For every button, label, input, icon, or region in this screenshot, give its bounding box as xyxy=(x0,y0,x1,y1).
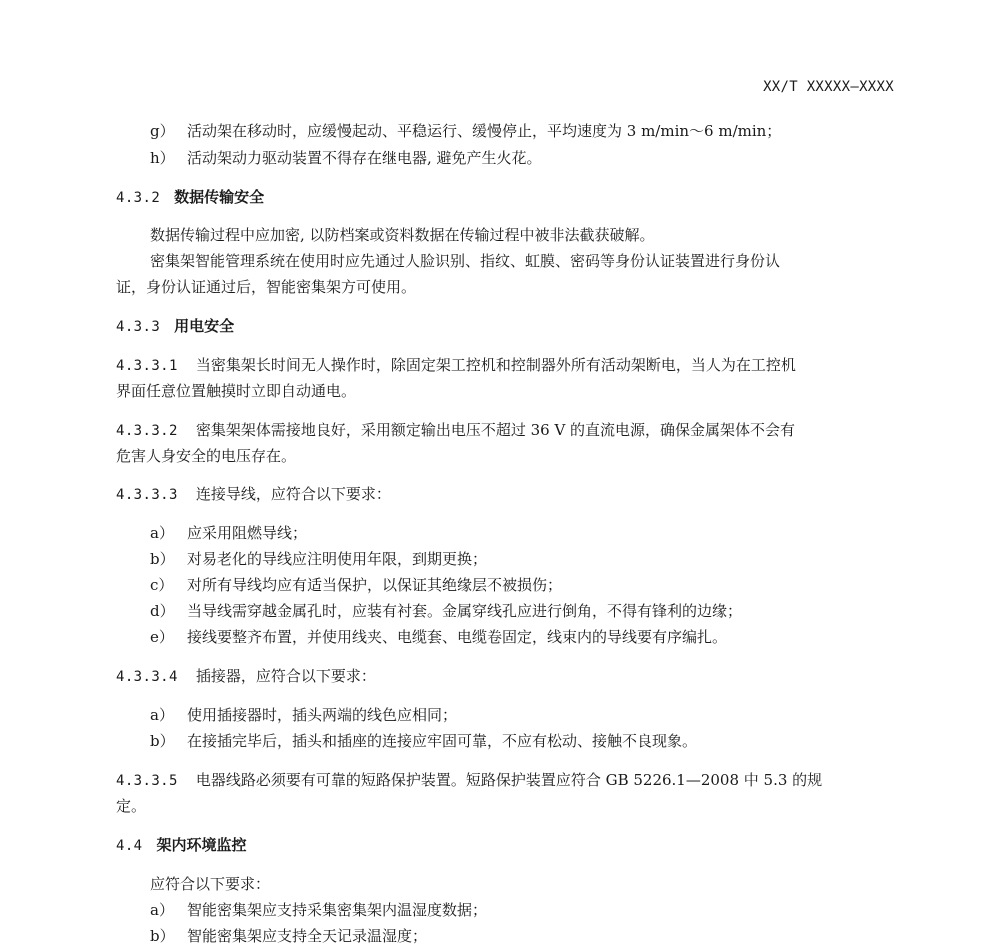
list-item xyxy=(150,705,457,725)
list-item xyxy=(150,523,307,543)
clause-number: 4.3.3.2 xyxy=(116,423,178,439)
list-item-text: 当导线需穿越金属孔时，应装有衬套。金属穿线孔应进行倒角，不得有锋利的边缘； xyxy=(187,602,743,620)
list-marker: a） xyxy=(150,524,174,542)
paragraph-line: 密集架智能管理系统在使用时应先通过人脸识别、指纹、虹膜、密码等身份认证装置进行身份认 xyxy=(150,252,781,270)
document-id-header: XX/T XXXXX—XXXX xyxy=(763,79,894,95)
section-number: 4.3.2 xyxy=(116,190,161,206)
section-number: 4.4 xyxy=(116,838,143,854)
list-item-text: 智能密集架应支持全天记录温湿度； xyxy=(187,927,428,945)
list-marker: d） xyxy=(150,602,175,620)
clause-number: 4.3.3.5 xyxy=(116,773,178,789)
paragraph-line: 证，身份认证通过后，智能密集架方可使用。 xyxy=(116,278,417,296)
section-heading-4-4 xyxy=(116,835,247,856)
list-marker: h） xyxy=(150,149,175,167)
list-item xyxy=(150,549,487,569)
clause-continuation: 界面任意位置触摸时立即自动通电。 xyxy=(116,382,357,400)
list-item xyxy=(150,900,487,920)
clause-number: 4.3.3.3 xyxy=(116,487,178,503)
list-item-g xyxy=(150,121,781,141)
list-item-text: 活动架在移动时，应缓慢起动、平稳运行、缓慢停止，平均速度为 3 m/min～6 m/min； xyxy=(187,122,782,140)
clause-4-3-3-4 xyxy=(116,666,376,687)
list-marker: e） xyxy=(150,628,174,646)
list-marker: g） xyxy=(150,122,175,140)
list-item xyxy=(150,601,742,621)
clause-number: 4.3.3.4 xyxy=(116,669,178,685)
section-heading-4-3-2 xyxy=(116,187,264,208)
list-item xyxy=(150,731,697,751)
list-item-h xyxy=(150,148,542,168)
clause-4-3-3-5 xyxy=(116,770,822,791)
section-title: 用电安全 xyxy=(174,317,235,335)
list-item-text: 活动架动力驱动装置不得存在继电器, 避免产生火花。 xyxy=(187,149,542,167)
paragraph: 数据传输过程中应加密, 以防档案或资料数据在传输过程中被非法截获破解。 xyxy=(150,226,655,244)
list-item-text: 智能密集架应支持采集密集架内温湿度数据； xyxy=(187,901,488,919)
clause-4-3-3-2 xyxy=(116,420,795,441)
list-marker: c） xyxy=(150,576,174,594)
section-title: 数据传输安全 xyxy=(174,188,265,206)
list-item-text: 对所有导线均应有适当保护，以保证其绝缘层不被损伤； xyxy=(187,576,563,594)
list-item xyxy=(150,575,562,595)
section-heading-4-3-3 xyxy=(116,316,234,337)
clause-text: 密集架架体需接地良好，采用额定输出电压不超过 36 V 的直流电源，确保金属架体不会有 xyxy=(195,421,796,439)
list-marker: b） xyxy=(150,927,175,945)
list-item-text: 应采用阻燃导线； xyxy=(187,524,308,542)
clause-number: 4.3.3.1 xyxy=(116,358,178,374)
list-marker: a） xyxy=(150,901,174,919)
list-item xyxy=(150,627,727,647)
list-item-text: 在接插完毕后，插头和插座的连接应牢固可靠，不应有松动、接触不良现象。 xyxy=(187,732,698,750)
list-item-text: 对易老化的导线应注明使用年限，到期更换； xyxy=(187,550,488,568)
clause-text: 连接导线，应符合以下要求： xyxy=(195,485,391,503)
list-item-text: 使用插接器时，插头两端的线色应相同； xyxy=(187,706,458,724)
clause-text: 当密集架长时间无人操作时，除固定架工控机和控制器外所有活动架断电，当人为在工控机 xyxy=(195,356,796,374)
clause-4-3-3-1 xyxy=(116,355,796,376)
clause-text: 插接器，应符合以下要求： xyxy=(195,667,376,685)
section-number: 4.3.3 xyxy=(116,319,161,335)
section-title: 架内环境监控 xyxy=(156,836,247,854)
clause-text: 电器线路必须要有可靠的短路保护装置。短路保护装置应符合 GB 5226.1—2008 中 5.3 的规 xyxy=(195,771,823,789)
list-marker: b） xyxy=(150,550,175,568)
list-marker: a） xyxy=(150,706,174,724)
list-item-text: 接线要整齐布置，并使用线夹、电缆套、电缆卷固定，线束内的导线要有序编扎。 xyxy=(187,628,728,646)
clause-4-3-3-3 xyxy=(116,484,391,505)
clause-continuation: 危害人身安全的电压存在。 xyxy=(116,447,297,465)
paragraph: 应符合以下要求： xyxy=(150,875,271,893)
list-marker: b） xyxy=(150,732,175,750)
list-item xyxy=(150,926,427,946)
clause-continuation: 定。 xyxy=(116,797,147,815)
